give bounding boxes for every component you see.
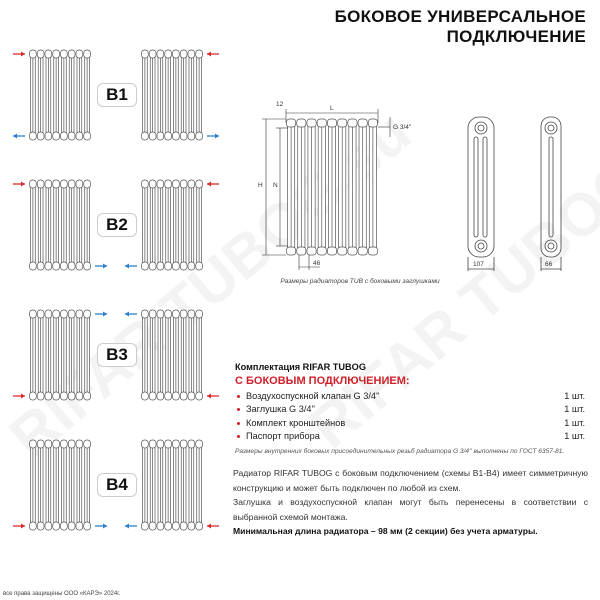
return-arrow-icon <box>125 264 137 269</box>
radiator-icon <box>30 440 91 530</box>
return-arrow-icon <box>125 524 137 529</box>
supply-arrow-icon <box>207 52 219 57</box>
kit-title: Комплектация RIFAR TUBOG <box>235 362 366 372</box>
kit-item-name: Паспорт прибора <box>246 431 320 442</box>
dim-length: L <box>330 105 334 112</box>
return-arrow-icon <box>95 264 107 269</box>
supply-arrow-icon <box>13 524 25 529</box>
kit-item-qty: 1 шт. <box>564 404 585 415</box>
scheme-label-b3: B3 <box>97 343 137 367</box>
drawing-caption: Размеры радиаторов TUB с боковыми заглушками <box>280 278 440 285</box>
kit-subtitle: С БОКОВЫМ ПОДКЛЮЧЕНИЕМ: <box>235 375 410 387</box>
page-title <box>335 7 586 47</box>
bullet-icon <box>237 395 240 398</box>
radiator-icon <box>142 180 203 270</box>
dim-pitch: 46 <box>313 260 321 267</box>
bullet-icon <box>237 422 240 425</box>
supply-arrow-icon <box>207 524 219 529</box>
supply-arrow-icon <box>13 52 25 57</box>
radiator-icon <box>142 440 203 530</box>
return-arrow-icon <box>207 134 219 139</box>
return-arrow-icon <box>95 312 107 317</box>
kit-item <box>235 389 585 403</box>
radiator-icon <box>287 119 378 255</box>
kit-item <box>235 403 585 417</box>
bullet-icon <box>237 435 240 438</box>
radiator-icon <box>30 50 91 140</box>
title-line-2: ПОДКЛЮЧЕНИЕ <box>446 27 586 46</box>
description-p2: Заглушка и воздухоспускной клапан могут быть перенесены в соответствии с выбранной схемой монтажа. <box>233 497 588 522</box>
dim-depth-66: 66 <box>545 261 553 268</box>
radiator-icon <box>30 310 91 400</box>
supply-arrow-icon <box>207 394 219 399</box>
thread-label: G 3/4'' <box>393 124 412 131</box>
bullet-icon <box>237 408 240 411</box>
kit-item-name: Заглушка G 3/4'' <box>246 404 315 415</box>
description-min-length: Минимальная длина радиатора – 98 мм (2 секции) без учета арматуры. <box>233 526 538 536</box>
dim-depth-107: 107 <box>473 261 484 268</box>
kit-item-qty: 1 шт. <box>564 390 585 401</box>
radiator-icon <box>142 310 203 400</box>
scheme-label-b4: B4 <box>97 473 137 497</box>
radiator-front-view <box>287 119 378 255</box>
kit-item <box>235 430 585 444</box>
scheme-label-b1: B1 <box>97 83 137 107</box>
kit-item-name: Воздухоспускной клапан G 3/4'' <box>246 390 380 401</box>
return-arrow-icon <box>95 524 107 529</box>
radiator-icon <box>30 180 91 270</box>
dimension-drawing <box>250 95 590 275</box>
description <box>233 466 588 539</box>
description-p1: Радиатор RIFAR TUBOG с боковым подключением (схемы В1-В4) имеет симметричную конструкцию и может быть подключен по любой из схем. <box>233 468 588 493</box>
dim-height: H <box>258 182 263 189</box>
side-view-2-column <box>541 117 561 271</box>
return-arrow-icon <box>13 134 25 139</box>
kit-note: Размеры внутренних боковых присоединительных резьб радиатора G 3/4'' выполнены по ГОСТ 6357-81. <box>235 448 565 455</box>
dim-axis: N <box>273 182 278 189</box>
scheme-label-b2: B2 <box>97 213 137 237</box>
title-line-1: БОКОВОЕ УНИВЕРСАЛЬНОЕ <box>334 7 586 26</box>
side-view-3-column <box>468 117 494 271</box>
radiator-icon <box>142 50 203 140</box>
supply-arrow-icon <box>207 182 219 187</box>
kit-section <box>235 362 585 455</box>
kit-item <box>235 416 585 430</box>
kit-item-qty: 1 шт. <box>564 417 585 428</box>
kit-item-name: Комплект кронштейнов <box>246 417 346 428</box>
supply-arrow-icon <box>13 394 25 399</box>
kit-item-qty: 1 шт. <box>564 431 585 442</box>
dim-offset: 12 <box>276 101 284 108</box>
return-arrow-icon <box>125 312 137 317</box>
copyright: все права защищены ООО «КАРЭ» 2024г. <box>3 591 121 597</box>
supply-arrow-icon <box>13 182 25 187</box>
